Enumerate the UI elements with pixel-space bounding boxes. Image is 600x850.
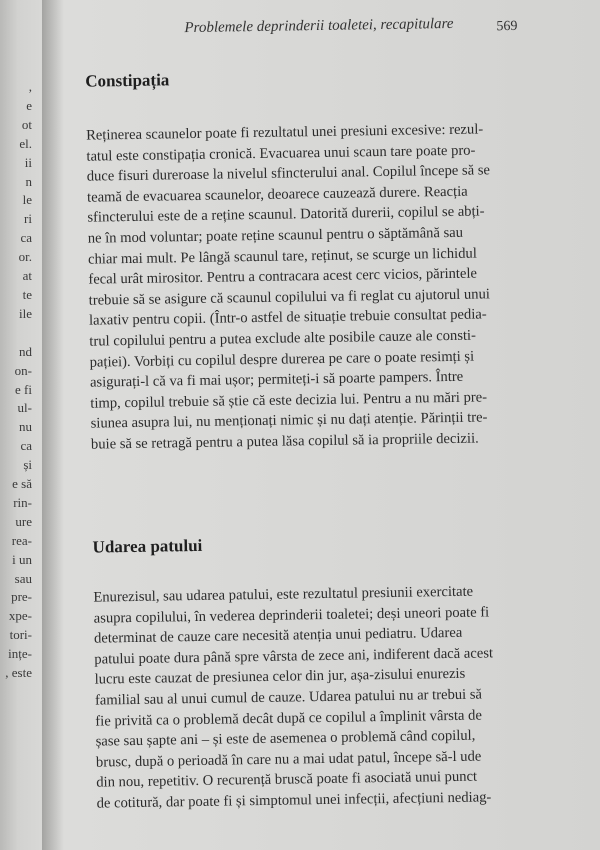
left-page-fragment: e (26, 97, 32, 113)
left-page-fragment: el. (19, 135, 32, 151)
text-line: laxativ pentru copii. (Într-o astfel de situație trebuie consultat pedia- (88, 306, 487, 329)
section-title-udarea-patului: Udarea patului (92, 535, 203, 557)
text-line: buie să se retragă pentru a putea lăsa copilul să ia propriile decizii. (90, 430, 479, 453)
left-page-fragment: tori- (9, 627, 32, 643)
left-page-fragment: ul- (17, 400, 32, 416)
left-page-fragment: , (28, 79, 32, 94)
text-line: pației). Vorbiți cu copilul despre durerea pe care o poate resimți și (89, 348, 475, 371)
left-page-fragment: ca (20, 230, 32, 246)
left-page-fragment: ure (15, 513, 32, 529)
left-page-fragment: e să (12, 476, 32, 492)
left-page-edge-text (0, 78, 32, 818)
text-line: fie privită ca o problemă decât după ce copilul a împlinit vârsta de (95, 707, 483, 730)
left-page-fragment: rea- (11, 532, 32, 548)
text-line: brusc, după o perioadă în care nu a mai udat patul, începe să-l ude (95, 748, 482, 771)
text-line: teamă de evacuarea scaunelor, deoarece cauzează durere. Reacția (86, 183, 468, 206)
left-page-fragment: ile (19, 305, 32, 321)
text-line: siunea asupra lui, nu menționați nimic și nu dați atenție. Părinții tre- (90, 409, 488, 432)
text-line: determinat de cauze care necesită atenția unui pediatru. Udarea (93, 625, 463, 647)
left-page-fragment: te (22, 286, 32, 302)
text-line: sfincterului este de a reține scaunul. Datorită durerii, copilul se abți- (87, 203, 485, 227)
left-page-fragment: n (25, 173, 32, 189)
left-page-fragment: le (22, 192, 32, 208)
text-line: fecal urât mirositor. Pentru a contracara acest cerc vicios, părintele (88, 265, 478, 288)
left-page-fragment: ii (24, 154, 32, 170)
text-line: patului poate dura până spre vârsta de zece ani, indiferent dacă acest (94, 645, 494, 668)
text-line: trebuie să se asigure că scaunul copilului va fi reglat cu ajutorul unui (88, 286, 491, 309)
text-line: din nou, repetitiv. O recurență bruscă poate fi asociată unui punct (96, 768, 478, 791)
left-page-fragment: i un (12, 551, 32, 567)
section-body-constipatia (86, 118, 567, 455)
text-line: șase sau șapte ani – și este de asemenea o problemă când copilul, (95, 727, 476, 750)
left-page-fragment: pre- (11, 589, 32, 605)
right-page (64, 0, 600, 850)
left-page-fragment: ca (20, 438, 32, 454)
text-line: tatul este constipația cronică. Evacuarea unui scaun tare poate pro- (86, 142, 476, 165)
text-line: de cotitură, dar poate fi și simptomul unei infecții, afecțiuni nediag- (96, 789, 492, 812)
left-page-fragment: or. (18, 249, 32, 265)
text-line: asupra copilului, în vederea deprinderii toaletei; deși uneori poate fi (93, 603, 490, 627)
section-title-constipatia: Constipația (85, 70, 170, 91)
left-page-fragment: și (23, 457, 32, 473)
left-page-fragment: on- (14, 362, 32, 378)
text-line: timp, copilul trebuie să știe că este decizia lui. Pentru a nu mări pre- (90, 389, 488, 412)
left-page-fragment: ot (21, 116, 32, 132)
left-page-fragment: ri (24, 211, 32, 227)
left-page-fragment: at (22, 268, 32, 284)
left-page-fragment: rin- (13, 494, 32, 510)
running-head: Problemele deprinderii toaletei, recapitulare (184, 15, 454, 37)
left-page-fragment: nu (19, 419, 32, 435)
text-line: trul copilului pentru a putea exclude alte posibile cauze ale consti- (89, 327, 477, 350)
left-page-fragment: ințe- (8, 646, 32, 662)
text-line: familial sau al unui cumul de cauze. Udarea patului nu ar trebui să (94, 686, 483, 709)
text-line: ne în mod voluntar; poate reține scaunul pentru o săptămână sau (87, 224, 464, 247)
left-page-fragment (0, 324, 32, 343)
book-gutter (42, 0, 64, 850)
text-line: chiar mai mult. Pe lângă scaunul tare, reținut, se scurge un lichidul (87, 245, 477, 268)
section-body-udarea-patului (93, 580, 572, 814)
text-line: Enurezisul, sau udarea patului, este rezultatul presiunii exercitate (93, 583, 474, 606)
left-page-fragment: , este (5, 665, 32, 681)
page-number: 569 (496, 18, 518, 35)
left-page-fragment: xpe- (8, 608, 32, 624)
left-page-fragment: sau (14, 570, 32, 586)
text-line: duce fisuri dureroase la nivelul sfincterului anal. Copilul începe să se (86, 162, 491, 185)
left-page-fragment: e fi (15, 381, 32, 397)
left-page-fragment: nd (19, 343, 32, 359)
text-line: Reținerea scaunelor poate fi rezultatul unei presiuni excesive: rezul- (86, 121, 484, 144)
text-line: asigurați-l că va fi mai ușor; permiteți-i să poarte pampers. Între (89, 368, 464, 391)
text-line: lucru este cauzat de presiunea celor din jur, așa-zisului enurezis (94, 666, 466, 688)
